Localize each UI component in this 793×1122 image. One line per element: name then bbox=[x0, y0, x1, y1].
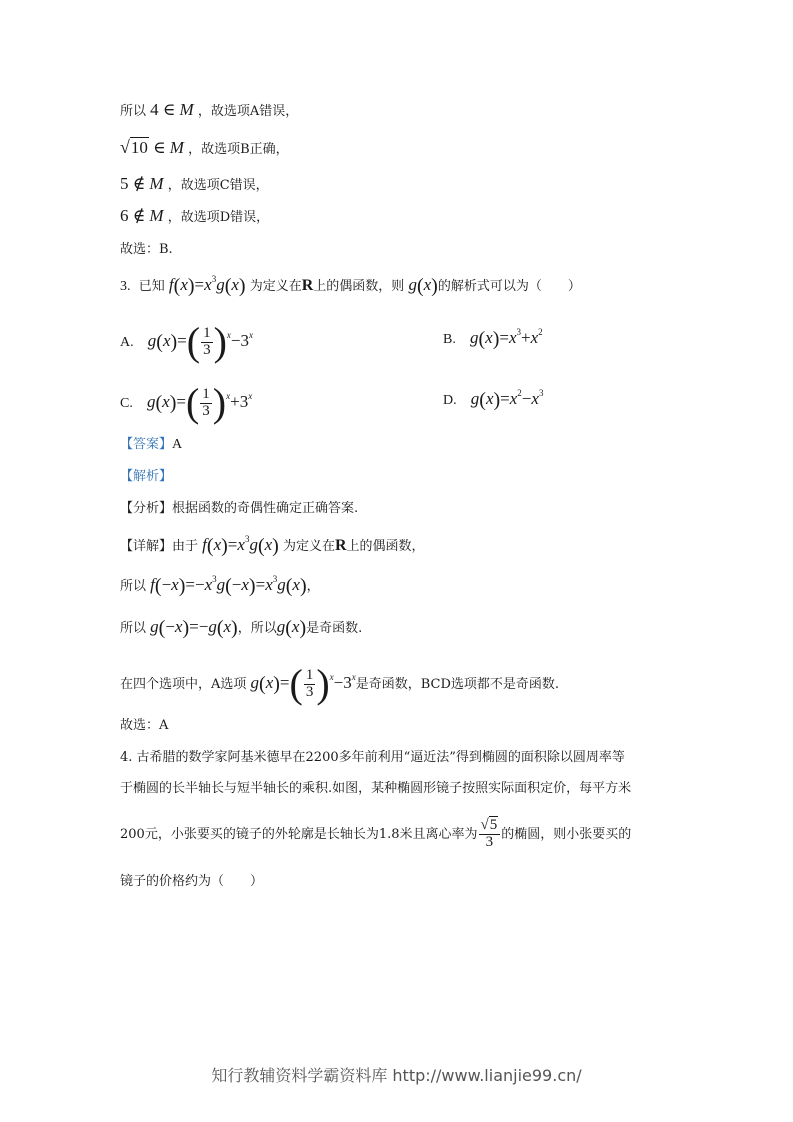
choice-A-conclusion: 故选：A bbox=[120, 718, 169, 733]
answer-line bbox=[120, 437, 182, 454]
math-number: 5 bbox=[120, 174, 129, 193]
math-number: 6 bbox=[120, 206, 129, 225]
math-var: M bbox=[179, 100, 194, 119]
text: ， bbox=[306, 579, 320, 594]
question-4-line-1: 4. 古希腊的数学家阿基米德早在2200多年前利用“逼近法”得到椭圆的面积除以圆周率等 bbox=[120, 750, 625, 765]
analysis-summary bbox=[120, 501, 358, 517]
option-label: A. bbox=[120, 335, 134, 350]
choice-B-conclusion: 故选：B. bbox=[120, 242, 173, 257]
text: ，所以 bbox=[237, 621, 277, 636]
text: 已知 bbox=[138, 279, 165, 294]
sqrt-expression: √10 bbox=[120, 137, 148, 157]
analysis-tag: 【解析】 bbox=[120, 469, 173, 484]
text: 200元，小张要买的镜子的外轮廓是长轴长为1.8米且离心率为 bbox=[120, 826, 478, 842]
question-4-line-2: 于椭圆的长半轴长与短半轴长的乘积.如图，某种椭圆形镜子按照实际面积定价，每平方米 bbox=[120, 781, 632, 796]
math-symbol: ∉ bbox=[132, 206, 146, 225]
text: 所以 bbox=[120, 621, 147, 636]
text: 上的偶函数，则 bbox=[313, 279, 405, 294]
question-number: 3. bbox=[120, 279, 131, 294]
text: 是奇函数，BCD选项都不是奇函数. bbox=[355, 677, 560, 692]
detail-line-1: 【详解】由于 $f(x)=x^3g(x)$ 为定义在R上的偶函数， bbox=[120, 534, 425, 557]
text: ，故选项C错误， bbox=[167, 178, 269, 193]
option-C: C. g(x)=( $\frac{1}{3}$ )$^x+3^x$ bbox=[120, 380, 253, 425]
fraction: $\frac{1}{3}$ bbox=[305, 667, 314, 700]
math-var: M bbox=[169, 138, 184, 157]
detail-line-2: 所以 $f(-x)=-x^3g(-x)=x^3g(x)$， bbox=[120, 574, 320, 597]
text: 所以 bbox=[120, 579, 147, 594]
text: 由于 bbox=[172, 539, 199, 554]
text: ，故选项D错误， bbox=[167, 210, 270, 225]
radicand: 10 bbox=[130, 138, 148, 157]
text: 的解析式可以为（ ） bbox=[437, 279, 581, 294]
statement-5-notin-M bbox=[120, 174, 269, 194]
text: ，故选项A错误， bbox=[197, 104, 299, 119]
option-label: C. bbox=[120, 396, 133, 411]
option-label: D. bbox=[443, 393, 457, 408]
text: 为定义在 bbox=[249, 279, 302, 294]
option-D: D. $g(x)=x^2-x^3$ bbox=[443, 388, 544, 411]
text: 为定义在 bbox=[282, 539, 335, 554]
fraction-sqrt5-over-3: $\frac{√5}{3}$ bbox=[479, 818, 501, 851]
answer-value: A bbox=[172, 437, 183, 452]
answer-tag: 【答案】 bbox=[120, 437, 173, 452]
option-A: A. g(x)=( $\frac{1}{3}$ )$^x-3^x$ bbox=[120, 319, 253, 364]
denominator: 3 bbox=[485, 833, 494, 850]
text: ，故选项B正确， bbox=[188, 142, 289, 157]
math-var: M bbox=[149, 206, 164, 225]
text: 上的偶函数， bbox=[346, 539, 425, 554]
text: 在四个选项中，A选项 bbox=[120, 677, 247, 692]
fenxi-tag: 【分析】 bbox=[120, 501, 173, 516]
question-4-line-4: 镜子的价格约为（ ） bbox=[120, 874, 264, 889]
math-number: 4 bbox=[150, 100, 159, 119]
question-4-line-3 bbox=[120, 818, 631, 851]
text: 的椭圆，则小张要买的 bbox=[501, 826, 632, 842]
statement-4-in-M bbox=[120, 100, 298, 120]
radicand: 5 bbox=[489, 817, 498, 833]
fenxi-text: 根据函数的奇偶性确定正确答案. bbox=[172, 501, 359, 516]
option-label: B. bbox=[443, 332, 456, 347]
footer-watermark: 知行教辅资料学霸资料库 http://www.lianjie99.cn/ bbox=[211, 1066, 582, 1085]
math-symbol: ∉ bbox=[132, 174, 146, 193]
fraction: $\frac{1}{3}$ bbox=[202, 386, 210, 419]
math-set-R: R bbox=[334, 537, 347, 554]
math-symbol: ∈ bbox=[153, 138, 166, 157]
text: 是奇函数. bbox=[306, 621, 363, 636]
detail-line-4: 在四个选项中，A选项 g(x)=( $\frac{1}{3}$ )$^x-3^x$是奇函数，BCD选项都不是奇函数. bbox=[120, 661, 560, 706]
math-var: M bbox=[149, 174, 164, 193]
option-B: B. $g(x)=x^3+x^2$ bbox=[443, 327, 543, 350]
math-symbol: ∈ bbox=[162, 100, 176, 119]
statement-sqrt10-in-M bbox=[120, 137, 289, 159]
text: 所以 bbox=[120, 104, 147, 119]
statement-6-notin-M bbox=[120, 206, 269, 226]
question-3-stem: 3. 已知 $f(x)=x^3g(x)$ 为定义在R上的偶函数，则 g(x)的解析式可以为（ ） bbox=[120, 274, 581, 297]
fraction: $\frac{1}{3}$ bbox=[203, 325, 211, 358]
detail-line-3: 所以 g(−x)=−g(x)，所以g(x)是奇函数. bbox=[120, 617, 363, 639]
xiangjie-tag: 【详解】 bbox=[120, 539, 173, 554]
math-set-R: R bbox=[301, 277, 314, 294]
